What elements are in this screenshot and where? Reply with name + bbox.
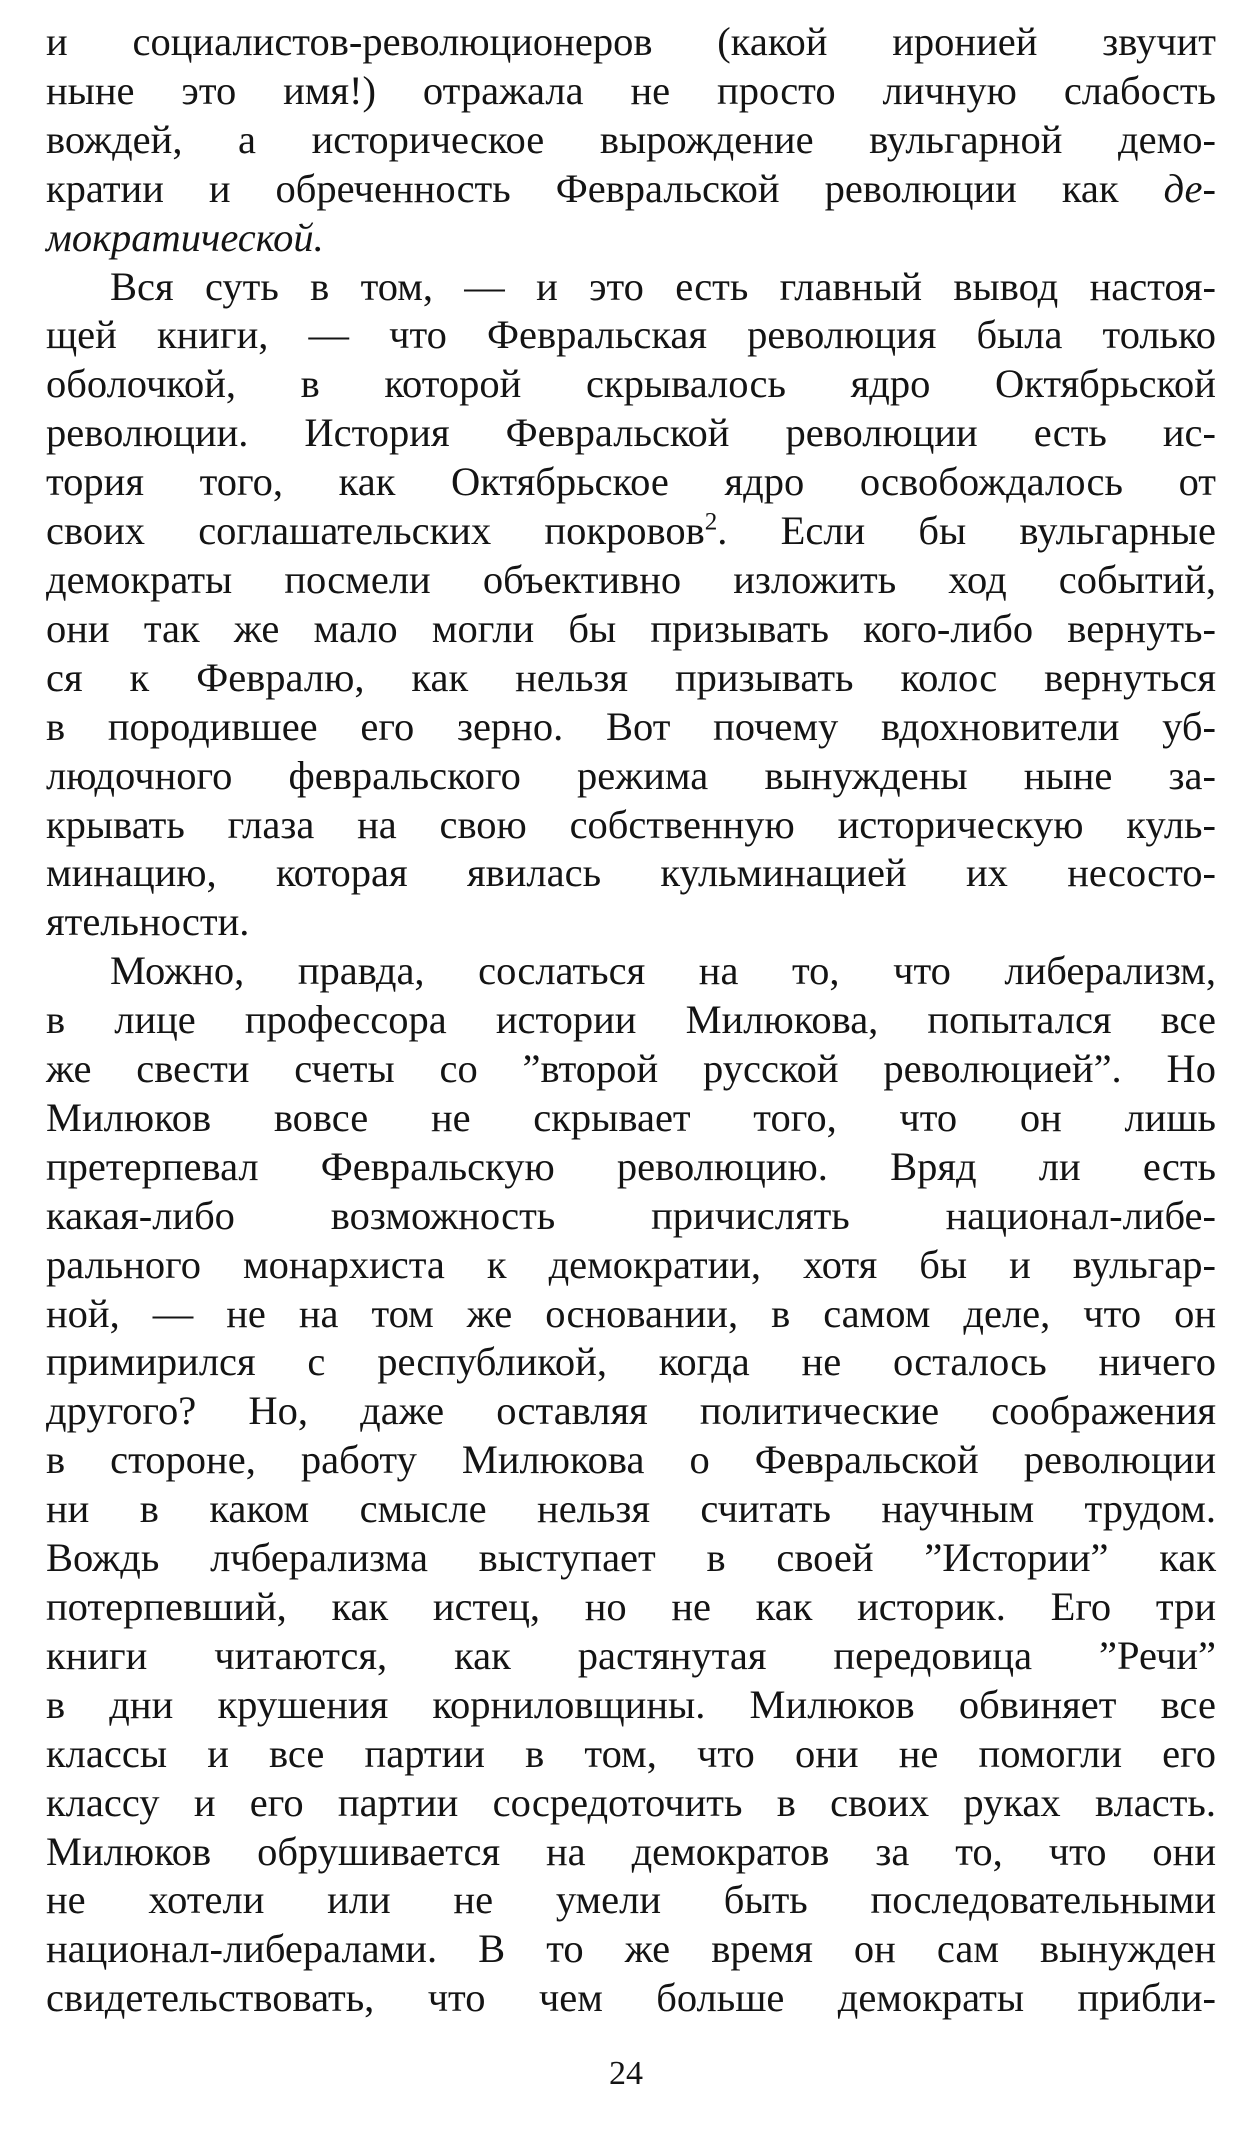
text-line: щей книги, — что Февральская революция была только xyxy=(46,312,1216,358)
text-line: в лице профессора истории Милюкова, попытался все xyxy=(46,997,1216,1043)
text-line: Милюков вовсе не скрывает того, что он лишь xyxy=(46,1094,1216,1140)
text-line: рального монархиста к демократии, хотя бы и вульгар- xyxy=(46,1241,1216,1287)
text-line: минацию, которая явилась кульминацией их несосто- xyxy=(46,850,1216,896)
text-line: ни в каком смысле нельзя считать научным трудом. xyxy=(46,1486,1216,1532)
text-line: крывать глаза на свою собственную историческую куль- xyxy=(46,801,1216,847)
paragraph-3 xyxy=(46,947,1216,2023)
document-page xyxy=(46,18,1216,2023)
text-line: демократы посмели объективно изложить ход событий, xyxy=(46,556,1216,602)
text-line: классы и все партии в том, что они не помогли его xyxy=(46,1730,1216,1776)
text-line: тория того, как Октябрьское ядро освобождалось от xyxy=(46,459,1216,505)
text-line: не хотели или не умели быть последовательными xyxy=(46,1877,1216,1923)
footnote-marker: 2 xyxy=(704,508,718,536)
text-line: Вождь лчберализма выступает в своей ”Истории” как xyxy=(46,1535,1216,1581)
text-line: Можно, правда, сослаться на то, что либерализм, xyxy=(110,948,1216,994)
text-line: революции. История Февральской революции есть ис- xyxy=(46,410,1216,456)
text-line: они так же мало могли бы призывать кого-либо вернуть- xyxy=(46,605,1216,651)
text-fragment: кратии и обреченность Февральской революции как xyxy=(46,165,1119,211)
text-line: в дни крушения корниловщины. Милюков обвиняет все xyxy=(46,1681,1216,1727)
text-line: вождей, а историческое вырождение вульгарной демо- xyxy=(46,116,1216,162)
text-line: претерпевал Февральскую революцию. Вряд ли есть xyxy=(46,1143,1216,1189)
text-line: в породившее его зерно. Вот почему вдохновители уб- xyxy=(46,703,1216,749)
page-number: 24 xyxy=(609,2055,643,2092)
text-line: людочного февральского режима вынуждены ныне за- xyxy=(46,752,1216,798)
text-line: Вся суть в том, — и это есть главный вывод настоя- xyxy=(110,263,1216,309)
text-line: оболочкой, в которой скрывалось ядро Октябрьской xyxy=(46,361,1216,407)
text-line: Милюков обрушивается на демократов за то, что они xyxy=(46,1828,1216,1874)
emphasized-text-line: мократической. xyxy=(46,214,324,260)
text-line: ныне это имя!) отражала не просто личную слабость xyxy=(46,67,1216,113)
text-line: другого? Но, даже оставляя политические соображения xyxy=(46,1388,1216,1434)
text-line: какая-либо возможность причислять национал-либе- xyxy=(46,1192,1216,1238)
text-line: национал-либералами. В то же время он сам вынужден xyxy=(46,1926,1216,1972)
text-fragment: своих соглашательских покровов xyxy=(46,508,705,554)
text-line: свидетельствовать, что чем больше демократы прибли- xyxy=(46,1975,1216,2021)
text-line: ятельности. xyxy=(46,899,250,945)
text-line: книги читаются, как растянутая передовица ”Речи” xyxy=(46,1632,1216,1678)
text-line: классу и его партии сосредоточить в своих руках власть. xyxy=(46,1779,1216,1825)
text-fragment: . Если бы вульгарные xyxy=(717,508,1216,554)
text-line: потерпевший, как истец, но не как историк. Его три xyxy=(46,1584,1216,1629)
emphasized-text: де- xyxy=(1163,165,1217,211)
text-line: и социалистов-революционеров (какой иронией звучит xyxy=(46,19,1216,64)
paragraph-2 xyxy=(46,263,1216,948)
text-line: в стороне, работу Милюкова о Февральской революции xyxy=(46,1437,1216,1483)
text-line: ся к Февралю, как нельзя призывать колос вернуться xyxy=(46,654,1216,700)
text-line xyxy=(46,507,1216,556)
text-line: же свести счеты со ”второй русской революцией”. Но xyxy=(46,1046,1216,1092)
text-line xyxy=(46,165,1216,214)
text-line: примирился с республикой, когда не осталось ничего xyxy=(46,1339,1216,1385)
text-line: ной, — не на том же основании, в самом деле, что он xyxy=(46,1290,1216,1336)
paragraph-1 xyxy=(46,18,1216,263)
